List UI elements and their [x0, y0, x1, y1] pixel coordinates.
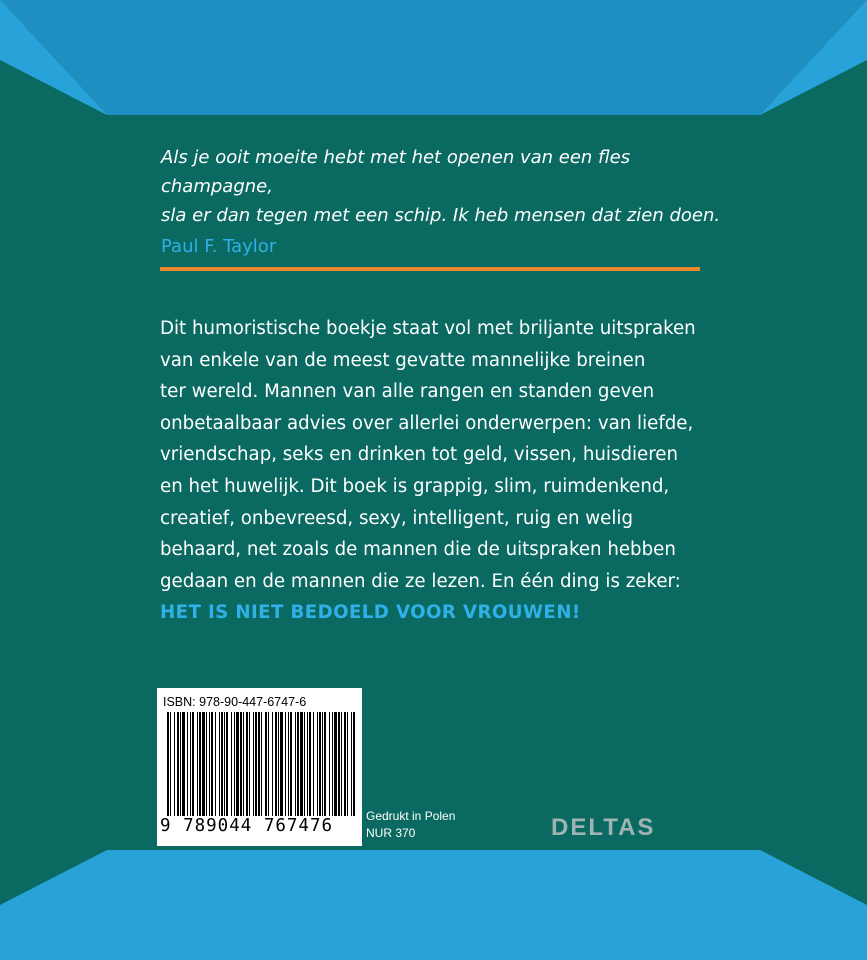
nur-code: NUR 370: [366, 826, 416, 840]
barcode-bar: [255, 712, 257, 816]
barcode-bar: [231, 712, 232, 816]
quote-line: Als je ooit moeite hebt met het openen van een fles champagne,: [161, 147, 631, 197]
barcode-bar: [167, 712, 169, 816]
barcode-bar: [182, 712, 185, 816]
barcode-bar: [209, 712, 210, 816]
barcode-bar: [304, 712, 305, 816]
blurb-line: gedaan en de mannen die ze lezen. En één ding is zeker:: [160, 570, 681, 592]
barcode-bar: [324, 712, 326, 816]
barcode-bar: [319, 712, 321, 816]
barcode-bar: [332, 712, 333, 816]
barcode-bar: [180, 712, 181, 816]
barcode-bar: [219, 712, 220, 816]
barcode-bar: [268, 712, 269, 816]
barcode-bar: [351, 712, 352, 816]
publisher-logo: DELTAS: [551, 814, 656, 841]
barcode-bar: [278, 712, 279, 816]
barcode-bar: [307, 712, 308, 816]
blurb-line: ter wereld. Mannen van alle rangen en standen geven: [160, 381, 655, 403]
barcode-bar: [253, 712, 254, 816]
barcode-bar: [347, 712, 348, 816]
barcode-bar: [177, 712, 179, 816]
barcode-bar: [174, 712, 175, 816]
quote-line: sla er dan tegen met een schip. Ik heb mensen dat zien doen.: [161, 205, 721, 226]
barcode-bar: [236, 712, 239, 816]
barcode-bar: [249, 712, 250, 816]
barcode-bar: [317, 712, 318, 816]
barcode-bar: [265, 712, 267, 816]
barcode-bar: [261, 712, 262, 816]
frame-top-shadow: [0, 0, 867, 115]
barcode-bar: [285, 712, 286, 816]
barcode-bar: [322, 712, 323, 816]
barcode-bar: [344, 712, 346, 816]
barcode-bar: [206, 712, 207, 816]
barcode-bar: [290, 712, 292, 816]
barcode-bar: [224, 712, 225, 816]
barcode-bar: [221, 712, 223, 816]
barcode-bar: [240, 712, 242, 816]
barcode-bar: [288, 712, 289, 816]
barcode-bar: [258, 712, 260, 816]
barcode-bar: [334, 712, 337, 816]
blurb-line: onbetaalbaar advies over allerlei onderwerpen: van liefde,: [160, 412, 694, 434]
barcode-bar: [199, 712, 201, 816]
barcode-bar: [234, 712, 235, 816]
barcode-bar: [211, 712, 213, 816]
blurb-line: Dit humoristische boekje staat vol met briljante uitspraken: [160, 318, 696, 339]
barcode-bar: [272, 712, 273, 816]
barcode-bar: [190, 712, 191, 816]
barcode-bar: [329, 712, 330, 816]
barcode-bar: [280, 712, 283, 816]
barcode-bar: [197, 712, 198, 816]
barcode-bar: [215, 712, 216, 816]
print-info: [366, 808, 455, 842]
barcode-bar: [192, 712, 194, 816]
barcode-bar: [187, 712, 188, 816]
barcode-bars: [167, 712, 357, 816]
barcode-bar: [338, 712, 340, 816]
barcode-bar: [275, 712, 277, 816]
blurb-text: [160, 313, 720, 629]
printed-in: Gedrukt in Polen: [366, 809, 456, 823]
barcode-bar: [297, 712, 299, 816]
barcode-bar: [341, 712, 342, 816]
blurb-line: vriendschap, seks en drinken tot geld, vissen, huisdieren: [160, 444, 679, 466]
barcode-bar: [300, 712, 303, 816]
barcode-bar: [243, 712, 244, 816]
barcode-bar: [295, 712, 296, 816]
blurb-line: behaard, net zoals de mannen die de uitspraken hebben: [160, 539, 676, 561]
barcode-bar: [170, 712, 171, 816]
blurb-tagline: HET IS NIET BEDOELD VOOR VROUWEN!: [160, 602, 581, 624]
isbn-barcode: [157, 688, 362, 846]
divider-rule: [160, 267, 700, 271]
barcode-bar: [313, 712, 314, 816]
blurb-line: van enkele van de meest gevatte mannelijke breinen: [160, 349, 646, 371]
quote-block: [161, 143, 721, 261]
ean-digits: 9 789044 767476: [160, 816, 334, 836]
quote-author: Paul F. Taylor: [161, 236, 277, 257]
barcode-bar: [353, 712, 355, 816]
isbn-label: ISBN: 978-90-447-6747-6: [163, 695, 307, 709]
barcode-bar: [202, 712, 205, 816]
barcode-bar: [309, 712, 311, 816]
barcode-bar: [226, 712, 228, 816]
barcode-bar: [246, 712, 248, 816]
blurb-line: en het huwelijk. Dit boek is grappig, slim, ruimdenkend,: [160, 475, 670, 497]
blurb-line: creatief, onbevreesd, sexy, intelligent, ruig en welig: [160, 507, 633, 529]
